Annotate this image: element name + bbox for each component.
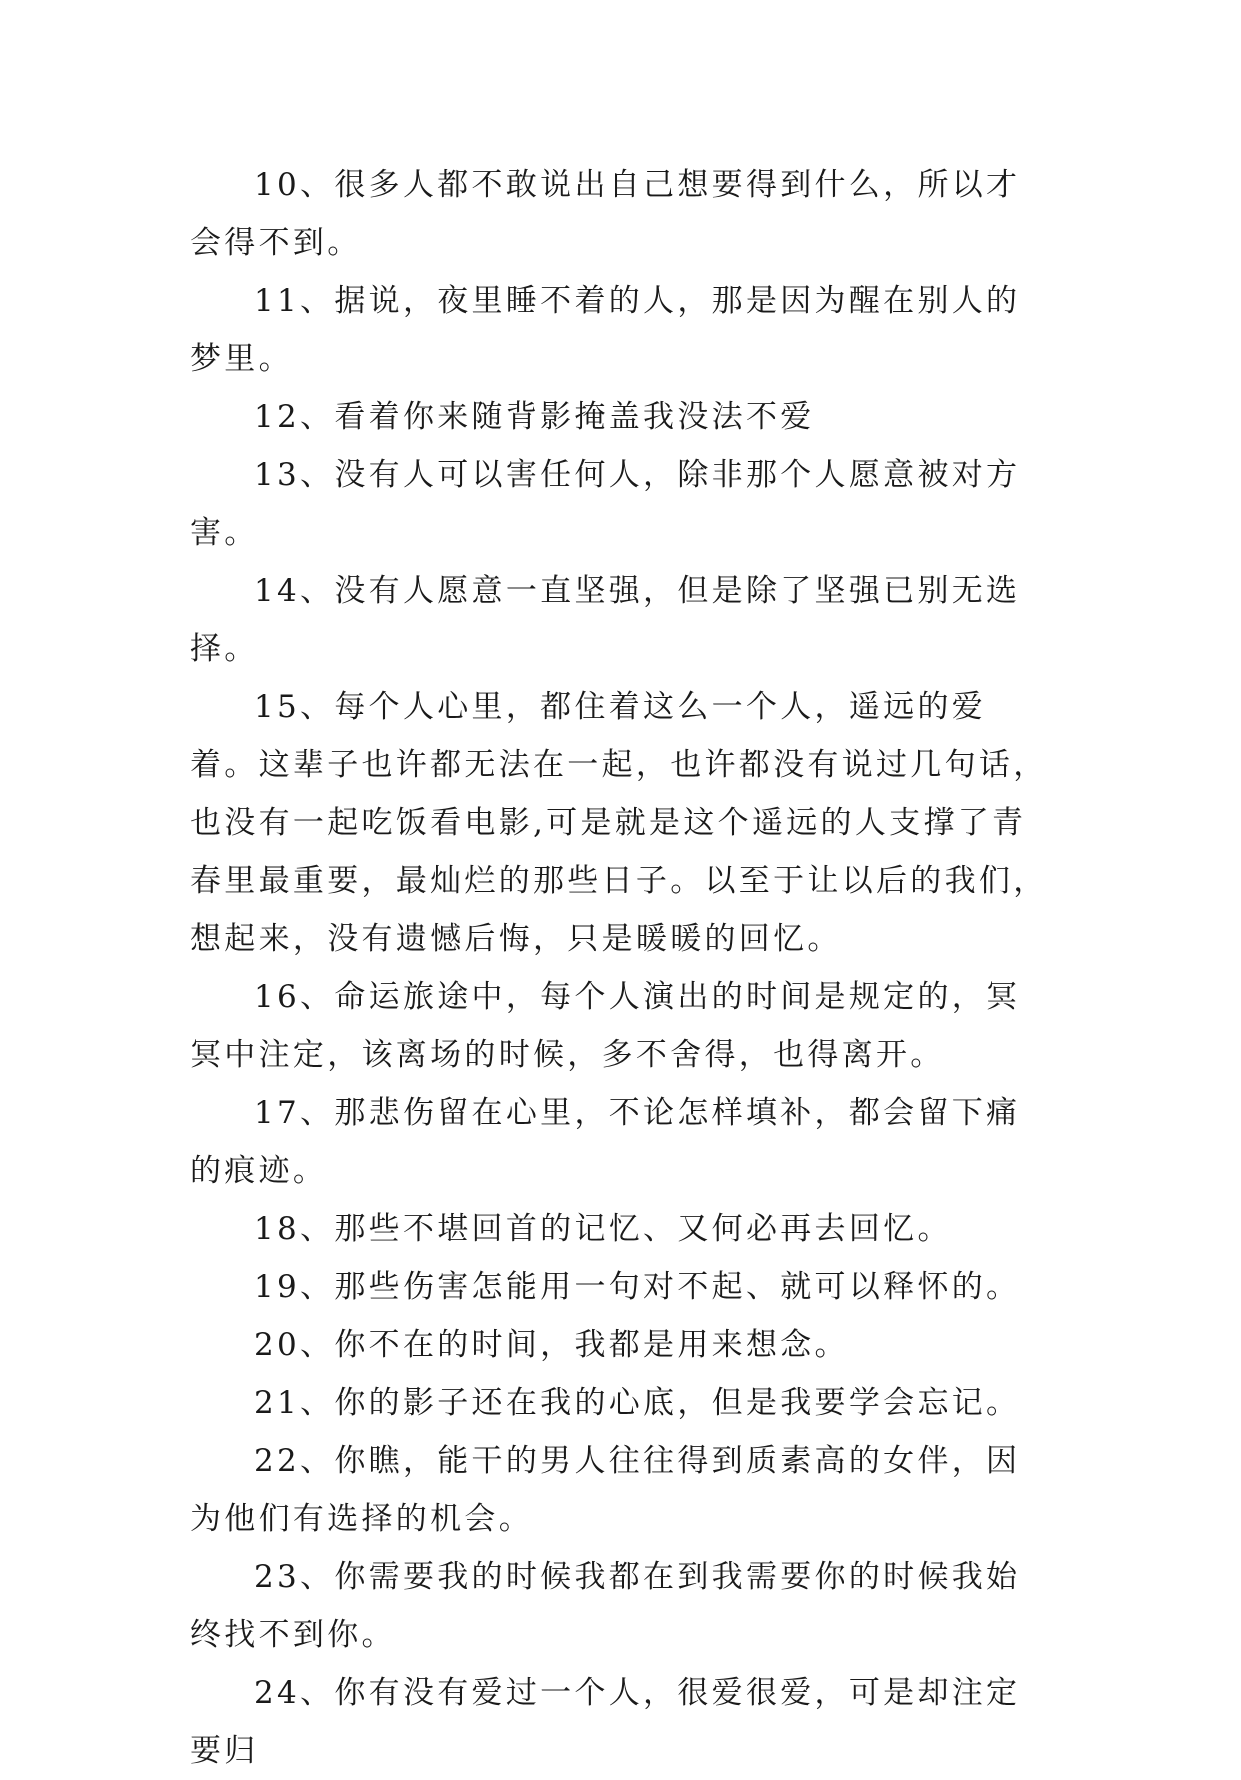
paragraph-24: 24、你有没有爱过一个人，很爱很爱，可是却注定要归: [190, 1675, 1021, 1769]
paragraph-12: 12、看着你来随背影掩盖我没法不爱: [254, 399, 815, 435]
paragraph-11: 11、据说，夜里睡不着的人，那是因为醒在别人的梦里。: [190, 283, 1021, 377]
paragraph-16: 16、命运旅途中，每个人演出的时间是规定的，冥冥中注定，该离场的时候，多不舍得，也得离开。: [190, 979, 1021, 1073]
paragraph-21: 21、你的影子还在我的心底，但是我要学会忘记。: [254, 1385, 1021, 1421]
paragraph-23: 23、你需要我的时候我都在到我需要你的时候我始终找不到你。: [190, 1559, 1021, 1653]
paragraph-14: 14、没有人愿意一直坚强，但是除了坚强已别无选择。: [190, 573, 1021, 667]
paragraph-22: 22、你瞧，能干的男人往往得到质素高的女伴，因为他们有选择的机会。: [190, 1443, 1021, 1537]
paragraph-17: 17、那悲伤留在心里，不论怎样填补，都会留下痛的痕迹。: [190, 1095, 1021, 1189]
paragraph-10: 10、很多人都不敢说出自己想要得到什么，所以才会得不到。: [190, 167, 1021, 261]
paragraph-18: 18、那些不堪回首的记忆、又何必再去回忆。: [254, 1211, 952, 1247]
paragraph-13: 13、没有人可以害任何人，除非那个人愿意被对方害。: [190, 457, 1021, 551]
paragraph-20: 20、你不在的时间，我都是用来想念。: [254, 1327, 849, 1363]
paragraph-15: 15、每个人心里，都住着这么一个人，遥远的爱着。这辈子也许都无法在一起，也许都没有说过几句话，也没有一起吃饭看电影,可是就是这个遥远的人支撑了青春里最重要，最灿烂的那些日子。以至于让以后的我们，想起来，没有遗憾后悔，只是暖暖的回忆。: [190, 689, 1048, 957]
paragraph-19: 19、那些伤害怎能用一句对不起、就可以释怀的。: [254, 1269, 1021, 1305]
document-body: [190, 156, 1050, 1780]
